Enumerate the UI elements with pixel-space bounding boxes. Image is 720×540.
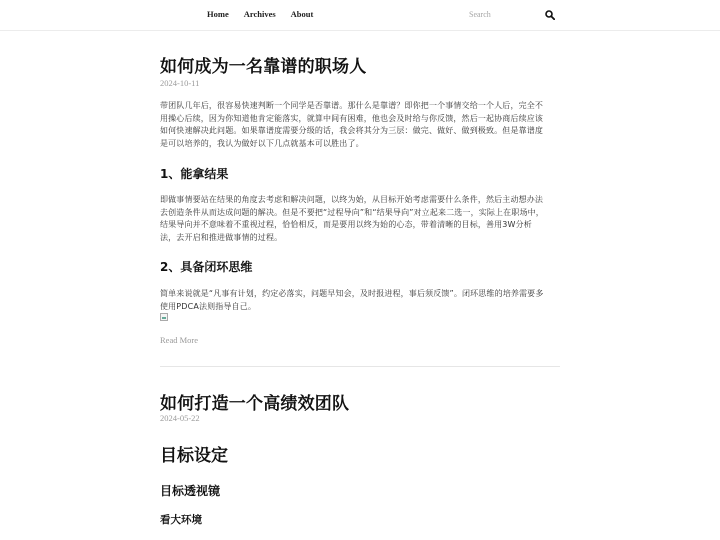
top-navigation-bar xyxy=(0,0,720,31)
search-icon xyxy=(545,10,555,20)
post-divider xyxy=(160,366,560,367)
post-date: 2024-10-11 xyxy=(160,78,200,88)
content-heading-1: 目标设定 xyxy=(160,446,228,466)
text-line: 带团队几年后，很容易快速判断一个同学是否靠谱。那什么是靠谱？即你把一个事情交给一个人后，完全不 xyxy=(160,101,544,110)
text-line: 即做事情要站在结果的角度去考虑和解决问题，以终为始，从目标开始考虑需要什么条件，然后主动想办法 xyxy=(160,195,544,204)
section-paragraph xyxy=(160,194,560,244)
search-input[interactable] xyxy=(463,5,539,23)
text-line: 如何快速解决此问题。如果靠谱度需要分级的话，我会将其分为三层：做完、做好、做到极致。但是靠谱度 xyxy=(160,126,544,136)
post-title-link[interactable]: 如何打造一个高绩效团队 xyxy=(160,394,350,414)
text-line: 法，去开启和推进做事情的过程。 xyxy=(160,232,283,242)
text-line: 使用PDCA法则指导自己。 xyxy=(160,301,256,311)
section-heading: 2、具备闭环思维 xyxy=(160,260,253,274)
search-button[interactable] xyxy=(544,8,556,20)
text-line: 去创造条件从而达成问题的解决。但是不要把“过程导向”和“结果导向”对立起来二选一，实际上在职场中， xyxy=(160,207,544,217)
search-box xyxy=(463,5,560,23)
nav-home[interactable]: Home xyxy=(207,9,229,19)
content-heading-3: 看大环境 xyxy=(160,514,202,526)
text-line: 简单来说就是“凡事有计划，约定必落实，问题早知会，及时报进程，事后须反馈”。闭环思维的培养需要多 xyxy=(160,289,544,298)
post-date: 2024-05-22 xyxy=(160,413,200,423)
main-nav xyxy=(207,9,328,19)
post-title-link[interactable]: 如何成为一名靠谱的职场人 xyxy=(160,57,367,77)
content-heading-2: 目标透视镜 xyxy=(160,484,221,498)
text-line: 是可以培养的，我认为做好以下几点就基本可以胜出了。 xyxy=(160,138,364,148)
read-more-link[interactable]: Read More xyxy=(160,335,199,345)
section-paragraph xyxy=(160,288,560,313)
nav-archives[interactable]: Archives xyxy=(243,9,276,19)
section-heading: 1、能拿结果 xyxy=(160,167,229,181)
nav-about[interactable]: About xyxy=(290,9,314,19)
post-intro-paragraph xyxy=(160,100,560,150)
text-line: 用操心后续，因为你知道他肯定能落实，就算中间有困难，他也会及时给与你反馈，然后一起协商后续应该 xyxy=(160,113,544,123)
broken-image-icon xyxy=(160,313,168,321)
text-line: 结果导向并不意味着不重视过程，恰恰相反，而是要用以终为始的心态，带着清晰的目标，善用3W分析 xyxy=(160,220,532,230)
